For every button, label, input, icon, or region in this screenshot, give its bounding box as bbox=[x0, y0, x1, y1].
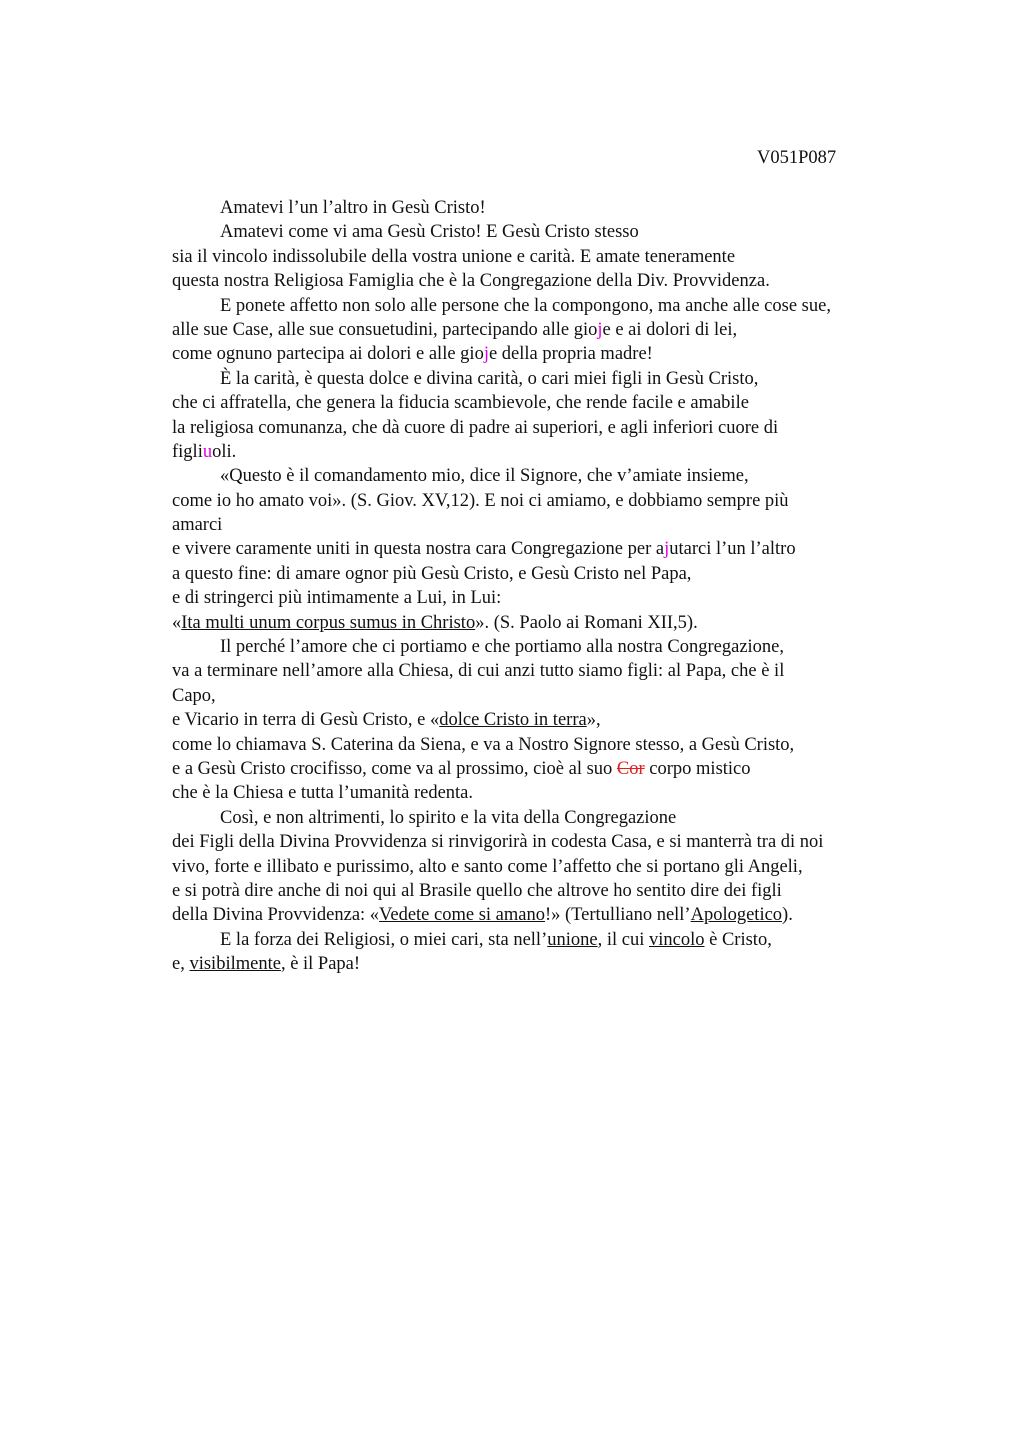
text-segment: sia il vincolo indissolubile della vostra unione e carità. E amate teneramente bbox=[172, 246, 736, 267]
text-segment: che ci affratella, che genera la fiducia scambievole, che rende facile e amabile bbox=[172, 393, 749, 414]
text-segment: , il cui bbox=[597, 929, 649, 950]
highlighted-correction: u bbox=[202, 441, 213, 462]
text-line bbox=[172, 855, 912, 879]
highlighted-correction: j bbox=[664, 539, 670, 560]
text-line bbox=[172, 903, 912, 927]
text-segment: E ponete affetto non solo alle persone che la compongono, ma anche alle cose sue, bbox=[220, 295, 831, 316]
text-line bbox=[172, 367, 912, 391]
text-line bbox=[172, 513, 912, 537]
text-segment: e a Gesù Cristo crocifisso, come va al prossimo, cioè al suo bbox=[172, 758, 617, 779]
text-line bbox=[172, 586, 912, 610]
text-segment: ). bbox=[782, 905, 793, 926]
text-segment: e, bbox=[172, 954, 190, 975]
underlined-text: unione bbox=[547, 929, 598, 950]
text-line bbox=[172, 659, 912, 683]
text-segment: e si potrà dire anche di noi qui al Brasile quello che altrove ho sentito dire dei figli bbox=[172, 880, 782, 901]
text-segment: « bbox=[172, 612, 182, 633]
text-segment: la religiosa comunanza, che dà cuore di padre ai superiori, e agli inferiori cuore di bbox=[172, 417, 779, 438]
text-line bbox=[172, 733, 912, 757]
struck-deletion: Cor bbox=[616, 758, 645, 779]
underlined-text: Apologetico bbox=[690, 905, 783, 926]
text-line bbox=[172, 318, 912, 342]
text-segment: e di stringerci più intimamente a Lui, in Lui: bbox=[172, 588, 502, 609]
text-segment: questa nostra Religiosa Famiglia che è la Congregazione della Div. Provvidenza. bbox=[172, 271, 770, 292]
text-line bbox=[172, 294, 912, 318]
text-segment: , è il Papa! bbox=[280, 954, 361, 975]
text-segment: va a terminare nell’amore alla Chiesa, di cui anzi tutto siamo figli: al Papa, che è il bbox=[172, 661, 785, 682]
text-line bbox=[172, 342, 912, 366]
text-segment: Così, e non altrimenti, lo spirito e la vita della Congregazione bbox=[220, 807, 677, 828]
text-line bbox=[172, 440, 912, 464]
text-line bbox=[172, 879, 912, 903]
text-segment: figli bbox=[172, 441, 203, 462]
underlined-text: visibilmente bbox=[189, 954, 281, 975]
text-line bbox=[172, 196, 912, 220]
text-line bbox=[172, 489, 912, 513]
text-segment: », bbox=[586, 710, 601, 731]
text-segment: vivo, forte e illibato e purissimo, alto e santo come l’affetto che si portano gli Angeli, bbox=[172, 856, 803, 877]
underlined-text: vincolo bbox=[649, 929, 705, 950]
text-line bbox=[172, 391, 912, 415]
text-segment: utarci l’un l’altro bbox=[669, 539, 796, 560]
text-line bbox=[172, 416, 912, 440]
text-segment: Amatevi come vi ama Gesù Cristo! E Gesù Cristo stesso bbox=[220, 222, 639, 243]
text-segment: come lo chiamava S. Caterina da Siena, e va a Nostro Signore stesso, a Gesù Cristo, bbox=[172, 734, 795, 755]
text-line bbox=[172, 952, 912, 976]
text-line bbox=[172, 928, 912, 952]
text-line bbox=[172, 537, 912, 561]
text-segment: che è la Chiesa e tutta l’umanità redenta. bbox=[172, 783, 474, 804]
text-line bbox=[172, 781, 912, 805]
underlined-text: Ita multi unum corpus sumus in Christo bbox=[181, 612, 476, 633]
text-segment: della Divina Provvidenza: « bbox=[172, 905, 380, 926]
highlighted-correction: j bbox=[483, 344, 489, 365]
text-segment: dei Figli della Divina Provvidenza si rinvigorirà in codesta Casa, e si manterrà tra di noi bbox=[172, 832, 824, 853]
text-segment: !» (Tertulliano nell’ bbox=[544, 905, 691, 926]
text-segment: come io ho amato voi». (S. Giov. XV,12). E noi ci amiamo, e dobbiamo sempre più bbox=[172, 490, 789, 511]
text-line bbox=[172, 269, 912, 293]
text-line bbox=[172, 806, 912, 830]
text-segment: E la forza dei Religiosi, o miei cari, sta nell’ bbox=[220, 929, 548, 950]
text-segment: Amatevi l’un l’altro in Gesù Cristo! bbox=[220, 198, 486, 218]
text-segment: e e ai dolori di lei, bbox=[602, 319, 738, 340]
text-segment: oli. bbox=[212, 441, 237, 462]
underlined-text: Vedete come si amano bbox=[379, 905, 545, 926]
text-line bbox=[172, 220, 912, 244]
text-line bbox=[172, 757, 912, 781]
page-identifier: V051P087 bbox=[757, 148, 837, 168]
text-segment: alle sue Case, alle sue consuetudini, partecipando alle gio bbox=[172, 319, 598, 340]
text-segment: come ognuno partecipa ai dolori e alle gio bbox=[172, 344, 484, 365]
text-line bbox=[172, 635, 912, 659]
text-segment: «Questo è il comandamento mio, dice il Signore, che v’amiate insieme, bbox=[220, 466, 749, 487]
text-segment: corpo mistico bbox=[644, 758, 751, 779]
text-line bbox=[172, 611, 912, 635]
text-segment: e vivere caramente uniti in questa nostra cara Congregazione per a bbox=[172, 539, 665, 560]
underlined-text: dolce Cristo in terra bbox=[439, 710, 587, 731]
text-line bbox=[172, 684, 912, 708]
text-line bbox=[172, 464, 912, 488]
text-segment: Il perché l’amore che ci portiamo e che portiamo alla nostra Congregazione, bbox=[220, 637, 785, 658]
text-segment: e Vicario in terra di Gesù Cristo, e « bbox=[172, 710, 440, 731]
text-line bbox=[172, 830, 912, 854]
text-segment: a questo fine: di amare ognor più Gesù Cristo, e Gesù Cristo nel Papa, bbox=[172, 563, 692, 584]
text-line bbox=[172, 245, 912, 269]
text-line bbox=[172, 708, 912, 732]
text-segment: è Cristo, bbox=[704, 929, 772, 950]
text-segment: amarci bbox=[172, 515, 223, 536]
text-segment: È la carità, è questa dolce e divina carità, o cari miei figli in Gesù Cristo, bbox=[220, 368, 759, 389]
letter-body bbox=[172, 196, 912, 977]
text-segment: Capo, bbox=[172, 685, 216, 706]
text-line bbox=[172, 562, 912, 586]
text-segment: e della propria madre! bbox=[488, 344, 653, 365]
highlighted-correction: j bbox=[597, 319, 603, 340]
text-segment: ». (S. Paolo ai Romani XII,5). bbox=[475, 612, 698, 633]
